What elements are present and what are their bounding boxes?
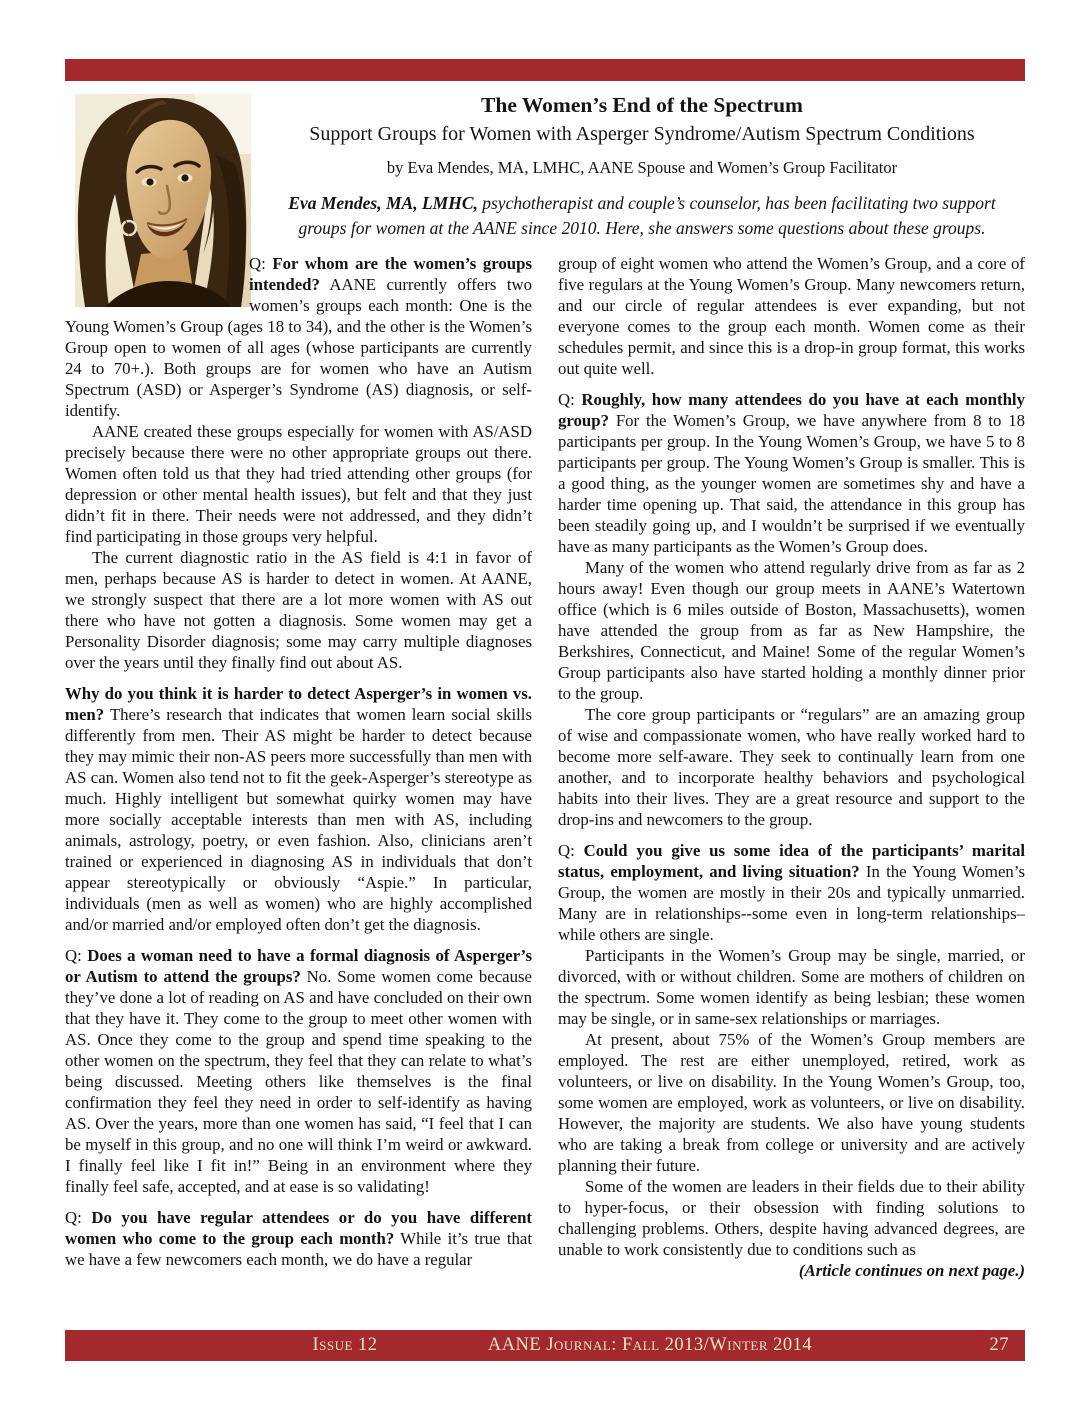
question-paragraph: Q: For whom are the women’s groups intended? AANE currently offers two women’s groups each month: One is the Young Women’s Group (ages 18 to 34), and the other is the Women’s Group open to women of all ages (whose participants are currently 24 to 70+.). Both groups are for women who have an Autism Spectrum (ASD) or Asperger’s Syndrome (AS) diagnosis, or self-identify. [65, 254, 532, 420]
article-paragraph: group of eight women who attend the Women’s Group, and a core of five regulars at the Young Women’s Group. Many newcomers return, and our circle of regular attendees is ever expanding, but not everyone comes to the group each month. Women come as their schedules permit, and since this is a drop-in group format, this works out quite well. [558, 254, 1025, 378]
article-paragraph: Participants in the Women’s Group may be single, married, or divorced, with or without children. Some are mothers of children on the spectrum. Some women identify as being lesbian; these women may be single, or in same-sex relationships or marriages. [558, 946, 1025, 1028]
right-column [558, 253, 1025, 1327]
question-text: For whom are the women’s groups intended? [249, 254, 532, 294]
continuation-note: (Article continues on next page.) [798, 1261, 1025, 1280]
article-paragraph: At present, about 75% of the Women’s Group members are employed. The rest are either unemployed, retired, work as volunteers, or live on disability. In the Young Women’s Group, too, some women are employed, work as volunteers, or live on disability. However, the majority are students. We also have young students who are taking a break from college or university and are actively planning their future. [558, 1030, 1025, 1175]
article-paragraph: The core group participants or “regulars” are an amazing group of wise and compassionate women, who have really worked hard to become more self-aware. They seek to continually learn from one another, and to incorporate healthy behaviors and psychological habits into their lives. They are a great resource and support to the drop-ins and newcomers to the group. [558, 705, 1025, 829]
question-paragraph: Q: Does a woman need to have a formal diagnosis of Asperger’s or Autism to attend the groups? No. Some women come because they’ve done a lot of reading on AS and have concluded on their own that they have it. They come to the group to meet other women with AS. Once they come to the group and spend time speaking to the other women on the spectrum, they feel that they can relate to what’s being discussed. Meeting others like themselves is the final confirmation they feel they need in order to self-identify as having AS. Over the years, more than one women has said, “I feel that I can be myself in this group, and no one will think I’m weird or awkward. I finally feel like I fit in!” Being in an environment where they finally feel safe, accepted, and at ease is so validating! [65, 946, 532, 1196]
article-paragraph: The current diagnostic ratio in the AS field is 4:1 in favor of men, perhaps because AS is harder to detect in women. At AANE, we strongly suspect that there are a lot more women with AS out there who have not gotten a diagnosis. Some women may get a Personality Disorder diagnosis; some may carry multiple diagnoses over the years until they finally find out about AS. [65, 548, 532, 672]
article-title: The Women’s End of the Spectrum [481, 93, 803, 117]
article-body [65, 253, 1025, 1327]
question-text: Does a woman need to have a formal diagnosis of Asperger’s or Autism to attend the groups? [65, 946, 532, 986]
intro-text: psychotherapist and couple’s counselor, has been facilitating two support groups for women at the AANE since 2010. Here, she answers some questions about these groups. [298, 192, 996, 239]
article-intro [258, 191, 1026, 242]
question-paragraph: Q: Roughly, how many attendees do you have at each monthly group? For the Women’s Group, we have anywhere from 8 to 18 participants per group. In the Young Women’s Group, we have 5 to 8 participants per group. The Young Women’s Group is smaller. This is a good thing, as the younger women are sometimes shy and have a harder time opening up. That said, the attendance in this group has been steadily going up, and I wouldn’t be surprised if we eventually have as many participants as the Women’s Group does. [558, 390, 1025, 556]
footer-bar [65, 1330, 1025, 1361]
left-column [65, 253, 532, 1327]
question-paragraph: Q: Do you have regular attendees or do you have different women who come to the group each month? While it’s true that we have a few newcomers each month, we do have a regular [65, 1208, 533, 1269]
article-paragraph: Some of the women are leaders in their fields due to their ability to hyper-focus, or their obsession with finding solutions to challenging problems. Others, despite having advanced degrees, are unable to work consistently due to conditions such as [558, 1177, 1025, 1259]
photo-wrap-spacer [65, 253, 249, 309]
article-header [258, 92, 1026, 242]
question-text: Could you give us some idea of the participants’ marital status, employment, and living situation? [558, 841, 1025, 881]
top-divider-bar [65, 59, 1025, 81]
question-text: Roughly, how many attendees do you have at each monthly group? [558, 390, 1025, 430]
footer-page-number: 27 [989, 1335, 1009, 1355]
question-paragraph: Why do you think it is harder to detect Asperger’s in women vs. men? There’s research that indicates that women learn social skills differently from men. Their AS might be harder to detect because they may mimic their non-AS peers more successfully than men with AS can. Women also tend not to fit the geek-Asperger’s stereotype as much. Highly intelligent but somewhat quirky women may have more socially acceptable interests than men with AS, including animals, astrology, poetry, or even fashion. Also, clinicians aren’t trained or experienced in diagnosing AS in individuals that don’t appear stereotypically or obviously “Aspie.” In particular, individuals (men as well as women) who are highly accomplished and/or married and/or employed often don’t get the diagnosis. [65, 684, 532, 934]
question-text: Why do you think it is harder to detect Asperger’s in women vs. men? [65, 684, 532, 724]
article-byline: by Eva Mendes, MA, LMHC, AANE Spouse and Women’s Group Facilitator [386, 157, 898, 177]
article-paragraph: AANE created these groups especially for women with AS/ASD precisely because there were no other appropriate groups out there. Women often told us that they had tried attending other groups (for depression or other mental health issues), but felt and that they just didn’t fit in there. Their needs were not addressed, and they didn’t find participating in those groups very helpful. [65, 422, 532, 546]
article-paragraph: Many of the women who attend regularly drive from as far as 2 hours away! Even though our group meets in AANE’s Watertown office (which is 6 miles outside of Boston, Massachusetts), women have attended the group from as far as New Hampshire, the Berkshires, Connecticut, and Maine! Some of the regular Women’s Group participants also have started holding a monthly dinner prior to the group. [558, 558, 1025, 703]
footer-issue-label: Issue 12 [312, 1335, 378, 1355]
question-text: Do you have regular attendees or do you have different women who come to the group each month? [65, 1208, 533, 1248]
intro-author-name: Eva Mendes, MA, LMHC, [288, 192, 478, 213]
question-paragraph: Q: Could you give us some idea of the participants’ marital status, employment, and living situation? In the Young Women’s Group, the women are mostly in their 20s and typically unmarried. Many are in relationships--some even in long-term relationships–while others are single. [558, 841, 1025, 944]
article-subtitle: Support Groups for Women with Asperger Syndrome/Autism Spectrum Conditions [309, 122, 975, 145]
footer-journal-title: AANE Journal: Fall 2013/Winter 2014 [487, 1335, 813, 1355]
